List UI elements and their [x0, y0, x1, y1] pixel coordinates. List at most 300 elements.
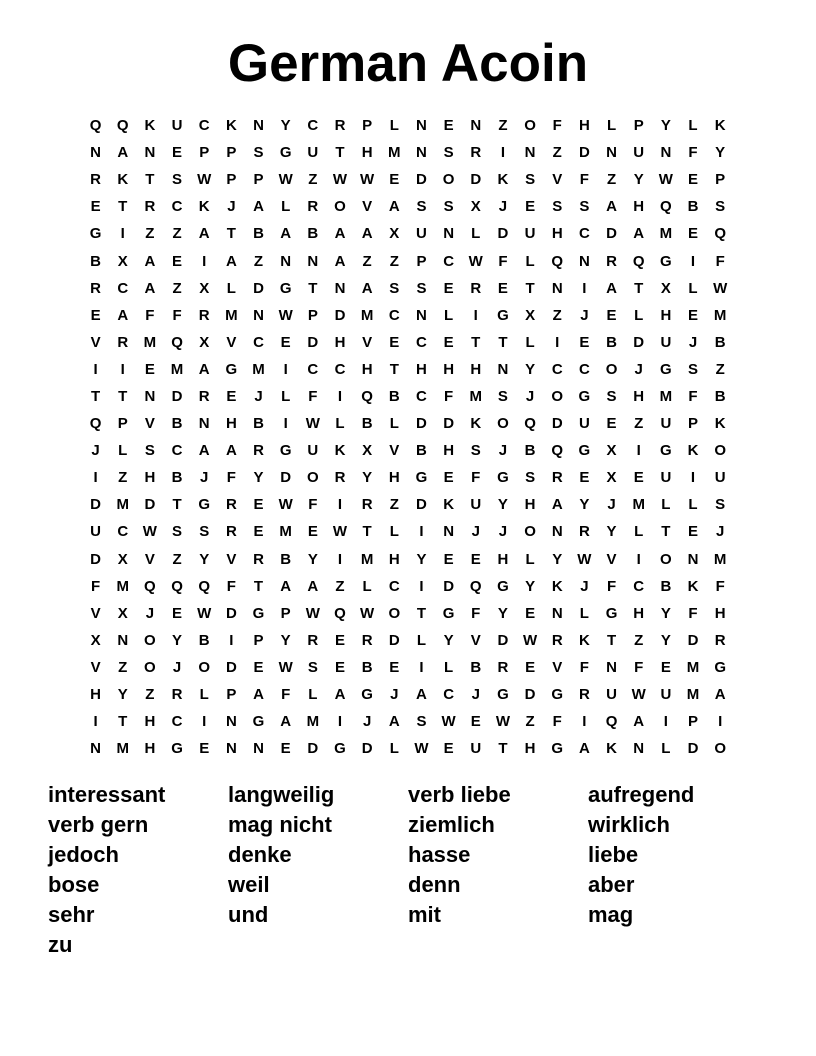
grid-letter: G — [89, 225, 102, 243]
grid-letter: D — [633, 333, 645, 351]
grid-letter: V — [362, 198, 373, 216]
grid-letter: Z — [145, 225, 155, 243]
grid-letter: F — [634, 658, 644, 676]
grid-letter: A — [551, 496, 563, 514]
grid-letter: J — [716, 523, 725, 541]
grid-letter: K — [144, 117, 156, 135]
grid-letter: G — [497, 686, 509, 704]
grid-letter: F — [688, 604, 698, 622]
grid-letter: P — [199, 144, 210, 162]
word-list-item: weil — [228, 872, 270, 897]
grid-letter: B — [524, 442, 536, 460]
grid-letter: E — [90, 306, 101, 324]
grid-letter: T — [118, 198, 128, 216]
grid-letter: T — [118, 713, 128, 731]
grid-letter: N — [606, 658, 617, 676]
grid-letter: S — [172, 523, 183, 541]
grid-letter: I — [202, 252, 207, 270]
grid-letter: D — [443, 415, 455, 433]
grid-letter: D — [416, 415, 427, 433]
grid-letter: B — [687, 198, 699, 216]
grid-letter: A — [334, 252, 346, 270]
grid-letter: C — [416, 333, 427, 351]
grid-letter: P — [280, 604, 291, 622]
grid-letter: A — [633, 713, 645, 731]
grid-letter: D — [606, 225, 617, 243]
grid-letter: H — [334, 333, 346, 351]
grid-row — [82, 383, 734, 410]
grid-letter: L — [416, 631, 427, 649]
grid-letter: X — [660, 279, 671, 297]
grid-letter: L — [688, 117, 698, 135]
grid-row — [82, 573, 734, 600]
grid-letter: N — [144, 387, 156, 405]
grid-letter: D — [171, 387, 183, 405]
grid-letter: Z — [389, 496, 399, 514]
grid-letter: S — [199, 523, 210, 541]
grid-letter: S — [579, 198, 590, 216]
grid-letter: W — [197, 604, 212, 622]
grid-letter: U — [416, 225, 427, 243]
grid-letter: N — [253, 306, 264, 324]
grid-row — [82, 247, 734, 274]
grid-letter: E — [307, 523, 318, 541]
grid-letter: P — [715, 171, 726, 189]
grid-letter: R — [307, 631, 319, 649]
grid-letter: K — [225, 117, 237, 135]
grid-letter: T — [416, 604, 427, 622]
grid-letter: M — [632, 496, 645, 514]
grid-letter: N — [253, 740, 264, 758]
grid-letter: Q — [605, 713, 618, 731]
grid-letter: D — [334, 306, 346, 324]
grid-letter: K — [606, 740, 617, 758]
grid-letter: Z — [389, 252, 399, 270]
grid-letter: A — [361, 279, 373, 297]
word-list-item: denn — [408, 872, 461, 897]
grid-letter: C — [253, 333, 264, 351]
grid-letter: H — [633, 198, 645, 216]
grid-letter: H — [551, 225, 563, 243]
grid-letter: N — [687, 550, 699, 568]
grid-letter: O — [388, 604, 401, 622]
grid-letter: E — [443, 333, 454, 351]
grid-row — [82, 275, 734, 302]
grid-letter: T — [90, 387, 101, 405]
grid-letter: N — [416, 117, 427, 135]
grid-letter: Z — [118, 658, 128, 676]
grid-letter: Y — [660, 117, 671, 135]
grid-letter: U — [470, 496, 482, 514]
grid-letter: W — [414, 740, 429, 758]
grid-letter: G — [225, 360, 238, 378]
grid-letter: V — [144, 550, 155, 568]
grid-letter: L — [525, 252, 535, 270]
grid-letter: H — [361, 360, 373, 378]
grid-letter: B — [171, 469, 183, 487]
grid-letter: L — [389, 117, 399, 135]
grid-letter: L — [579, 604, 589, 622]
grid-letter: U — [633, 144, 645, 162]
grid-letter: H — [660, 306, 672, 324]
grid-letter: M — [143, 333, 157, 351]
grid-letter: X — [117, 604, 128, 622]
grid-letter: N — [524, 144, 536, 162]
grid-letter: T — [253, 577, 264, 595]
grid-row — [82, 329, 734, 356]
grid-letter: E — [525, 198, 536, 216]
grid-letter: D — [225, 658, 237, 676]
grid-letter: W — [305, 604, 320, 622]
grid-row — [82, 356, 734, 383]
grid-letter: H — [388, 469, 400, 487]
grid-letter: T — [389, 360, 399, 378]
grid-letter: I — [120, 360, 125, 378]
grid-letter: Z — [308, 171, 318, 189]
grid-letter: W — [631, 686, 646, 704]
grid-letter: E — [525, 604, 536, 622]
grid-letter: C — [388, 306, 400, 324]
word-list-item: verb gern — [48, 812, 149, 837]
grid-letter: G — [415, 469, 428, 487]
grid-letter: N — [334, 279, 346, 297]
grid-letter: W — [332, 523, 348, 541]
grid-letter: G — [551, 740, 564, 758]
grid-letter: G — [171, 740, 183, 758]
grid-letter: I — [419, 523, 424, 541]
grid-letter: G — [442, 604, 455, 622]
grid-letter: N — [225, 713, 237, 731]
grid-letter: H — [497, 550, 509, 568]
grid-letter: I — [690, 252, 696, 270]
grid-letter: R — [470, 144, 482, 162]
grid-row — [82, 464, 734, 491]
grid-letter: C — [416, 387, 427, 405]
grid-letter: C — [443, 252, 455, 270]
grid-letter: J — [471, 523, 480, 541]
grid-letter: R — [497, 658, 509, 676]
grid-letter: Y — [172, 631, 183, 649]
grid-letter: I — [337, 387, 343, 405]
grid-letter: S — [525, 171, 536, 189]
grid-letter: N — [578, 252, 590, 270]
grid-letter: Z — [715, 360, 725, 378]
grid-letter: P — [307, 306, 318, 324]
grid-letter: J — [362, 713, 372, 731]
grid-letter: R — [144, 198, 156, 216]
grid-letter: D — [497, 631, 509, 649]
grid-letter: G — [252, 713, 265, 731]
grid-letter: N — [280, 252, 292, 270]
grid-letter: O — [524, 117, 536, 135]
grid-letter: W — [278, 171, 293, 189]
grid-letter: W — [522, 631, 538, 649]
grid-letter: E — [90, 198, 101, 216]
grid-letter: D — [416, 171, 427, 189]
grid-letter: Z — [335, 577, 345, 595]
grid-letter: D — [470, 171, 482, 189]
word-list-item: hasse — [408, 842, 471, 867]
grid-letter: Z — [634, 415, 644, 433]
grid-letter: E — [660, 658, 671, 676]
grid-letter: L — [281, 387, 291, 405]
grid-letter: D — [144, 496, 156, 514]
grid-letter: Q — [89, 117, 102, 135]
grid-letter: B — [280, 550, 292, 568]
grid-letter: Z — [552, 306, 562, 324]
grid-letter: A — [334, 225, 346, 243]
grid-letter: Q — [171, 577, 183, 595]
grid-letter: E — [443, 117, 454, 135]
grid-letter: K — [687, 577, 699, 595]
grid-letter: M — [116, 740, 129, 758]
grid-letter: N — [225, 740, 237, 758]
grid-letter: F — [579, 658, 589, 676]
grid-letter: F — [606, 577, 617, 595]
grid-letter: U — [307, 144, 319, 162]
grid-letter: S — [443, 144, 454, 162]
grid-letter: P — [226, 171, 237, 189]
grid-letter: E — [334, 631, 345, 649]
grid-letter: W — [278, 658, 293, 676]
grid-letter: U — [606, 686, 617, 704]
grid-letter: N — [144, 144, 156, 162]
grid-letter: T — [471, 333, 481, 351]
grid-letter: B — [361, 415, 373, 433]
grid-letter: R — [606, 252, 617, 270]
grid-letter: L — [688, 496, 698, 514]
grid-row — [82, 681, 734, 708]
grid-letter: S — [552, 198, 563, 216]
grid-letter: U — [524, 225, 536, 243]
grid-letter: V — [606, 550, 617, 568]
grid-letter: I — [636, 550, 641, 568]
grid-letter: A — [307, 577, 319, 595]
grid-letter: Z — [118, 469, 128, 487]
grid-letter: N — [606, 144, 617, 162]
grid-letter: L — [634, 306, 644, 324]
grid-letter: I — [93, 713, 98, 731]
grid-letter: G — [660, 360, 672, 378]
grid-letter: S — [497, 387, 508, 405]
grid-letter: B — [198, 631, 210, 649]
grid-letter: I — [202, 713, 207, 731]
grid-letter: O — [334, 198, 346, 216]
grid-letter: X — [117, 252, 128, 270]
grid-letter: C — [171, 198, 183, 216]
grid-letter: H — [90, 686, 101, 704]
grid-letter: U — [307, 442, 319, 460]
grid-letter: F — [308, 387, 318, 405]
grid-letter: E — [443, 740, 454, 758]
grid-letter: S — [307, 658, 318, 676]
grid-letter: W — [278, 496, 293, 514]
grid-letter: I — [636, 442, 641, 460]
grid-letter: H — [443, 442, 455, 460]
grid-letter: A — [416, 686, 427, 704]
grid-letter: N — [660, 144, 672, 162]
grid-letter: C — [171, 442, 183, 460]
grid-letter: E — [606, 306, 617, 324]
grid-letter: E — [199, 740, 210, 758]
grid-row — [82, 546, 734, 573]
grid-letter: S — [144, 442, 155, 460]
grid-letter: B — [388, 387, 400, 405]
grid-letter: A — [144, 279, 156, 297]
grid-letter: A — [361, 225, 373, 243]
grid-letter: K — [687, 442, 699, 460]
grid-letter: T — [172, 496, 182, 514]
grid-letter: H — [225, 415, 237, 433]
grid-letter: F — [688, 144, 698, 162]
grid-letter: Y — [660, 604, 671, 622]
grid-letter: E — [334, 658, 345, 676]
grid-letter: T — [145, 171, 155, 189]
grid-letter: U — [578, 415, 590, 433]
grid-letter: Q — [632, 252, 645, 270]
grid-letter: D — [307, 740, 319, 758]
grid-letter: D — [524, 686, 536, 704]
grid-letter: L — [661, 496, 671, 514]
grid-letter: E — [172, 252, 183, 270]
grid-letter: C — [198, 117, 210, 135]
grid-letter: J — [172, 658, 182, 676]
grid-letter: J — [498, 198, 508, 216]
grid-letter: P — [117, 415, 128, 433]
grid-letter: T — [226, 225, 236, 243]
grid-letter: Q — [198, 577, 211, 595]
grid-letter: G — [497, 577, 509, 595]
grid-letter: R — [334, 469, 346, 487]
grid-letter: E — [470, 713, 481, 731]
grid-letter: A — [117, 144, 129, 162]
grid-letter: T — [308, 279, 318, 297]
grid-letter: L — [389, 523, 399, 541]
grid-letter: C — [334, 360, 346, 378]
grid-row — [82, 708, 734, 735]
grid-letter: C — [171, 713, 183, 731]
grid-letter: E — [253, 658, 264, 676]
grid-letter: J — [91, 442, 100, 460]
grid-letter: V — [90, 333, 101, 351]
grid-letter: C — [388, 577, 400, 595]
grid-letter: P — [253, 171, 264, 189]
grid-letter: M — [116, 496, 129, 514]
grid-letter: H — [470, 360, 482, 378]
grid-letter: D — [280, 469, 292, 487]
grid-letter: A — [253, 686, 264, 704]
grid-letter: Y — [525, 360, 536, 378]
grid-row — [82, 491, 734, 518]
grid-letter: F — [715, 577, 725, 595]
grid-letter: S — [416, 198, 427, 216]
grid-letter: L — [471, 225, 481, 243]
grid-letter: O — [714, 442, 726, 460]
grid-letter: M — [686, 686, 700, 704]
grid-letter: V — [470, 631, 481, 649]
grid-letter: Y — [199, 550, 210, 568]
grid-letter: S — [688, 360, 699, 378]
grid-letter: E — [144, 360, 155, 378]
grid-letter: D — [225, 604, 237, 622]
grid-letter: X — [199, 333, 210, 351]
grid-letter: C — [578, 360, 590, 378]
grid-letter: F — [281, 686, 291, 704]
grid-row — [82, 627, 734, 654]
grid-letter: Y — [525, 577, 536, 595]
grid-letter: G — [334, 740, 346, 758]
grid-letter: A — [388, 198, 400, 216]
grid-letter: U — [90, 523, 101, 541]
grid-letter: E — [253, 523, 264, 541]
grid-letter: O — [605, 360, 618, 378]
grid-letter: N — [470, 117, 482, 135]
grid-letter: F — [145, 306, 155, 324]
grid-letter: I — [582, 713, 587, 731]
grid-letter: Y — [606, 523, 617, 541]
word-list-item: jedoch — [48, 842, 119, 867]
grid-letter: S — [470, 442, 481, 460]
grid-letter: Y — [497, 604, 508, 622]
grid-letter: C — [117, 279, 129, 297]
grid-letter: I — [229, 631, 234, 649]
grid-letter: H — [524, 740, 536, 758]
grid-letter: O — [714, 740, 726, 758]
grid-letter: A — [578, 740, 590, 758]
grid-letter: J — [688, 333, 698, 351]
grid-letter: H — [416, 360, 427, 378]
grid-letter: Z — [634, 631, 644, 649]
grid-letter: J — [254, 387, 263, 405]
grid-letter: E — [226, 387, 237, 405]
grid-letter: M — [306, 713, 320, 731]
grid-letter: J — [580, 306, 589, 324]
grid-letter: Y — [715, 144, 726, 162]
grid-letter: N — [551, 604, 563, 622]
grid-letter: F — [498, 252, 508, 270]
grid-letter: Z — [552, 144, 562, 162]
grid-letter: G — [551, 686, 564, 704]
word-list-item: und — [228, 902, 269, 927]
grid-letter: J — [580, 577, 589, 595]
grid-letter: W — [441, 713, 456, 731]
grid-letter: Z — [606, 171, 617, 189]
grid-letter: E — [172, 144, 183, 162]
grid-letter: N — [497, 360, 509, 378]
grid-letter: R — [198, 306, 210, 324]
grid-letter: Y — [362, 469, 373, 487]
grid-letter: P — [688, 713, 699, 731]
grid-letter: E — [280, 333, 291, 351]
grid-letter: G — [279, 442, 292, 460]
grid-letter: N — [307, 252, 319, 270]
grid-letter: B — [714, 387, 726, 405]
grid-letter: Y — [280, 117, 291, 135]
grid-letter: T — [634, 279, 644, 297]
grid-letter: A — [606, 279, 617, 297]
grid-letter: C — [551, 360, 563, 378]
grid-letter: L — [362, 577, 372, 595]
grid-letter: N — [551, 523, 563, 541]
grid-row — [82, 166, 734, 193]
grid-letter: W — [468, 252, 483, 270]
grid-letter: S — [525, 469, 536, 487]
word-list-item: mit — [408, 902, 441, 927]
grid-letter: R — [307, 198, 319, 216]
grid-letter: Q — [334, 604, 346, 622]
grid-letter: N — [90, 740, 101, 758]
grid-letter: E — [172, 604, 183, 622]
